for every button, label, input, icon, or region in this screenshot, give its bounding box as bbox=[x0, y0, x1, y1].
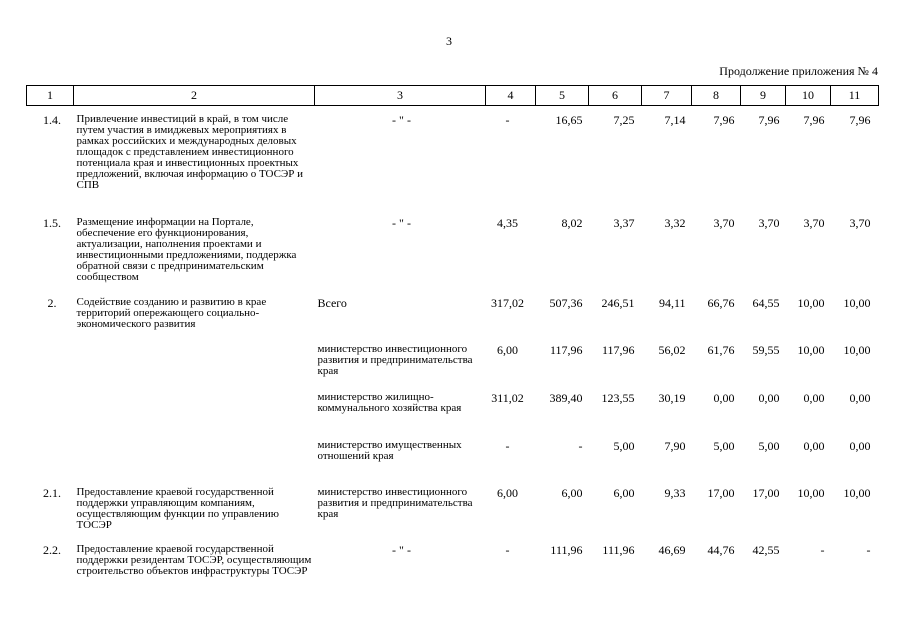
value-col-8: 61,76 bbox=[707, 343, 735, 357]
value-col-4: 6,00 bbox=[497, 343, 518, 357]
table-row bbox=[27, 217, 879, 297]
value-col-11: 10,00 bbox=[843, 343, 871, 357]
value-col-9: 7,96 bbox=[758, 113, 780, 127]
header-cell: 4 bbox=[486, 86, 536, 106]
executor: - " - bbox=[392, 543, 411, 557]
value-col-6: 3,37 bbox=[613, 216, 635, 230]
value-col-4: - bbox=[505, 543, 510, 557]
value-col-4: - bbox=[505, 439, 510, 453]
value-col-9: 17,00 bbox=[752, 486, 780, 500]
value-col-9: 5,00 bbox=[758, 439, 780, 453]
header-cell: 2 bbox=[74, 86, 315, 106]
row-number: 1.4. bbox=[43, 113, 61, 127]
activity-name: Предоставление краевой государственной поддержки управляющим компаниям, осуществляющим функции по управлению ТОСЭР bbox=[76, 486, 280, 531]
value-col-8: 44,76 bbox=[707, 543, 735, 557]
header-cell: 9 bbox=[741, 86, 786, 106]
value-col-6: 123,55 bbox=[601, 391, 635, 405]
value-col-10: 3,70 bbox=[803, 216, 825, 230]
activity-name bbox=[74, 392, 315, 440]
row-number: 1.5. bbox=[43, 216, 61, 230]
value-col-10: 0,00 bbox=[803, 439, 825, 453]
value-col-9: 59,55 bbox=[752, 343, 780, 357]
row-number bbox=[27, 344, 74, 392]
value-col-8: 0,00 bbox=[713, 391, 735, 405]
value-col-7: 46,69 bbox=[658, 543, 686, 557]
row-number: 2.2. bbox=[43, 543, 61, 557]
activity-name: Привлечение инвестиций в край, в том числе путем участия в имиджевых мероприятиях в рамках российских и международных деловых площадок с представлением инвестиционного потенциала края и инвестиционных проектных предложений, включая информацию о ТОСЭР и СПВ bbox=[76, 113, 303, 191]
value-col-4: 317,02 bbox=[491, 296, 524, 310]
page-number: 3 bbox=[446, 34, 452, 48]
header-cell: 3 bbox=[315, 86, 486, 106]
activity-name: Содействие созданию и развитию в крае территорий опережающего социально-экономического развития bbox=[76, 296, 267, 330]
row-number: 2. bbox=[47, 296, 57, 310]
value-col-11: 10,00 bbox=[843, 296, 871, 310]
value-col-10: 10,00 bbox=[797, 486, 825, 500]
table-row bbox=[27, 487, 879, 544]
value-col-10: - bbox=[820, 543, 825, 557]
value-col-9: 0,00 bbox=[758, 391, 780, 405]
activity-name: Предоставление краевой государственной поддержки резидентам ТОСЭР, осуществляющим строительство объектов инфраструктуры ТОСЭР bbox=[76, 543, 312, 577]
value-col-9: 3,70 bbox=[758, 216, 780, 230]
value-col-9: 42,55 bbox=[752, 543, 780, 557]
executor: Всего bbox=[317, 296, 347, 310]
header-cell: 10 bbox=[786, 86, 831, 106]
value-col-8: 17,00 bbox=[707, 486, 735, 500]
row-number bbox=[27, 440, 74, 487]
value-col-10: 7,96 bbox=[803, 113, 825, 127]
header-cell: 6 bbox=[589, 86, 642, 106]
executor: министерство инвестиционного развития и предпринимательства края bbox=[317, 486, 473, 520]
header-row bbox=[27, 86, 879, 106]
value-col-6: 246,51 bbox=[601, 296, 635, 310]
value-col-7: 56,02 bbox=[658, 343, 686, 357]
value-col-11: 0,00 bbox=[849, 391, 871, 405]
executor: - " - bbox=[392, 216, 411, 230]
appendix-table bbox=[26, 85, 879, 594]
value-col-4: 311,02 bbox=[491, 391, 524, 405]
value-col-7: 3,32 bbox=[664, 216, 686, 230]
value-col-7: 9,33 bbox=[664, 486, 686, 500]
continuation-caption: Продолжение приложения № 4 bbox=[719, 64, 878, 78]
value-col-10: 10,00 bbox=[797, 296, 825, 310]
value-col-7: 30,19 bbox=[658, 391, 686, 405]
row-number bbox=[27, 392, 74, 440]
value-col-5: 507,36 bbox=[549, 296, 583, 310]
activity-name: Размещение информации на Портале, обеспечение его функционирования, актуализации, наполнения проектами и инвестиционными предложениями, поддержка обратной связи с предпринимательским сообществом bbox=[76, 216, 297, 283]
activity-name bbox=[74, 344, 315, 392]
header-cell: 8 bbox=[692, 86, 741, 106]
executor: министерство имущественных отношений края bbox=[317, 439, 462, 462]
executor: министерство инвестиционного развития и предпринимательства края bbox=[317, 343, 473, 377]
value-col-4: 6,00 bbox=[497, 486, 518, 500]
value-col-11: - bbox=[866, 543, 871, 557]
value-col-5: 8,02 bbox=[561, 216, 583, 230]
value-col-7: 7,14 bbox=[664, 113, 686, 127]
value-col-7: 94,11 bbox=[658, 296, 686, 310]
header-cell: 7 bbox=[642, 86, 692, 106]
table-row bbox=[27, 344, 879, 392]
value-col-4: 4,35 bbox=[497, 216, 518, 230]
value-col-11: 3,70 bbox=[849, 216, 871, 230]
value-col-5: - bbox=[578, 439, 583, 453]
value-col-6: 5,00 bbox=[613, 439, 635, 453]
value-col-8: 66,76 bbox=[707, 296, 735, 310]
value-col-6: 111,96 bbox=[602, 543, 635, 557]
value-col-5: 16,65 bbox=[555, 113, 583, 127]
table-row bbox=[27, 544, 879, 594]
table-row bbox=[27, 440, 879, 487]
activity-name bbox=[74, 440, 315, 487]
value-col-6: 117,96 bbox=[601, 343, 635, 357]
value-col-6: 6,00 bbox=[613, 486, 635, 500]
table-row bbox=[27, 106, 879, 218]
executor: министерство жилищно-коммунального хозяйства края bbox=[317, 391, 462, 414]
value-col-8: 3,70 bbox=[713, 216, 735, 230]
value-col-11: 7,96 bbox=[849, 113, 871, 127]
value-col-6: 7,25 bbox=[613, 113, 635, 127]
value-col-10: 0,00 bbox=[803, 391, 825, 405]
value-col-11: 10,00 bbox=[843, 486, 871, 500]
value-col-4: - bbox=[505, 113, 510, 127]
value-col-11: 0,00 bbox=[849, 439, 871, 453]
value-col-8: 7,96 bbox=[713, 113, 735, 127]
value-col-7: 7,90 bbox=[664, 439, 686, 453]
header-cell: 11 bbox=[831, 86, 879, 106]
value-col-5: 117,96 bbox=[549, 343, 583, 357]
table-row bbox=[27, 297, 879, 344]
value-col-5: 111,96 bbox=[550, 543, 583, 557]
executor: - " - bbox=[392, 113, 411, 127]
header-cell: 5 bbox=[536, 86, 589, 106]
table-row bbox=[27, 392, 879, 440]
value-col-5: 6,00 bbox=[561, 486, 583, 500]
value-col-10: 10,00 bbox=[797, 343, 825, 357]
value-col-9: 64,55 bbox=[752, 296, 780, 310]
value-col-8: 5,00 bbox=[713, 439, 735, 453]
header-cell: 1 bbox=[27, 86, 74, 106]
value-col-5: 389,40 bbox=[549, 391, 583, 405]
row-number: 2.1. bbox=[43, 486, 61, 500]
